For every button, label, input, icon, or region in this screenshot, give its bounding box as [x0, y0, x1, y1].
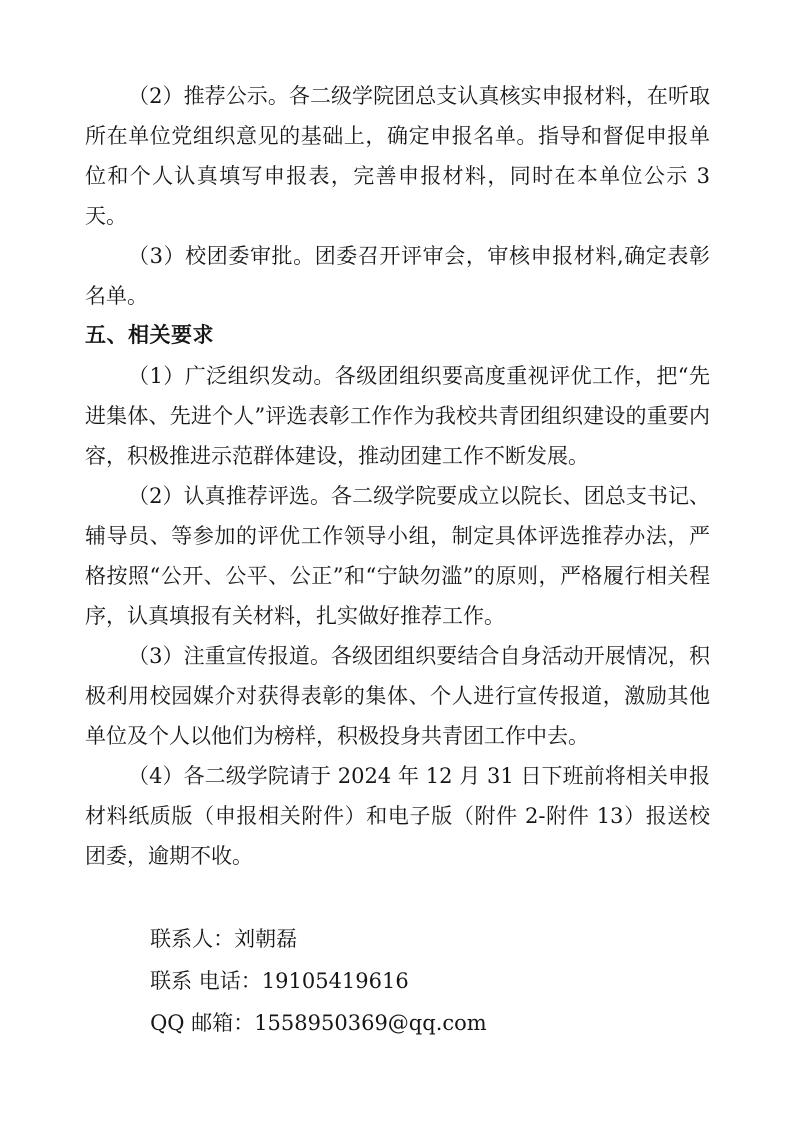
paragraph: （3）注重宣传报道。各级团组织要结合自身活动开展情况，积极利用校园媒介对获得表彰的集体、个人进行宣传报道，激励其他单位及个人以他们为榜样，积极投身共青团工作中去。 — [85, 644, 710, 748]
paragraph: （3）校团委审批。团委召开评审会，审核申报材料,确定表彰名单。 — [85, 244, 710, 308]
paragraph: （2）推荐公示。各二级学院团总支认真核实申报材料，在听取所在单位党组织意见的基础上，确定申报名单。指导和督促申报单位和个人认真填写申报表，完善申报材料，同时在本单位公示 3 天。 — [85, 84, 710, 228]
document-body — [85, 76, 710, 1044]
contact-line: QQ 邮箱：1558950369@qq.com — [150, 1011, 487, 1035]
paragraph: （2）认真推荐评选。各二级学院要成立以院长、团总支书记、辅导员、等参加的评优工作领导小组，制定具体评选推荐办法，严格按照“公开、公平、公正”和“宁缺勿滥”的原则，严格履行相关程序，认真填报有关材料，扎实做好推荐工作。 — [85, 484, 710, 628]
contact-line: 联系 电话：19105419616 — [150, 969, 409, 993]
paragraph: （4）各二级学院请于 2024 年 12 月 31 日下班前将相关申报材料纸质版（申报相关附件）和电子版（附件 2-附件 13）报送校团委，逾期不收。 — [85, 764, 710, 868]
contact-line: 联系人：刘朝磊 — [150, 927, 298, 951]
paragraph: （1）广泛组织发动。各级团组织要高度重视评优工作，把“先进集体、先进个人”评选表彰工作作为我校共青团组织建设的重要内容，积极推进示范群体建设，推动团建工作不断发展。 — [85, 364, 710, 468]
section-heading: 五、相关要求 — [85, 324, 214, 347]
paragraph-spacer — [85, 876, 710, 918]
